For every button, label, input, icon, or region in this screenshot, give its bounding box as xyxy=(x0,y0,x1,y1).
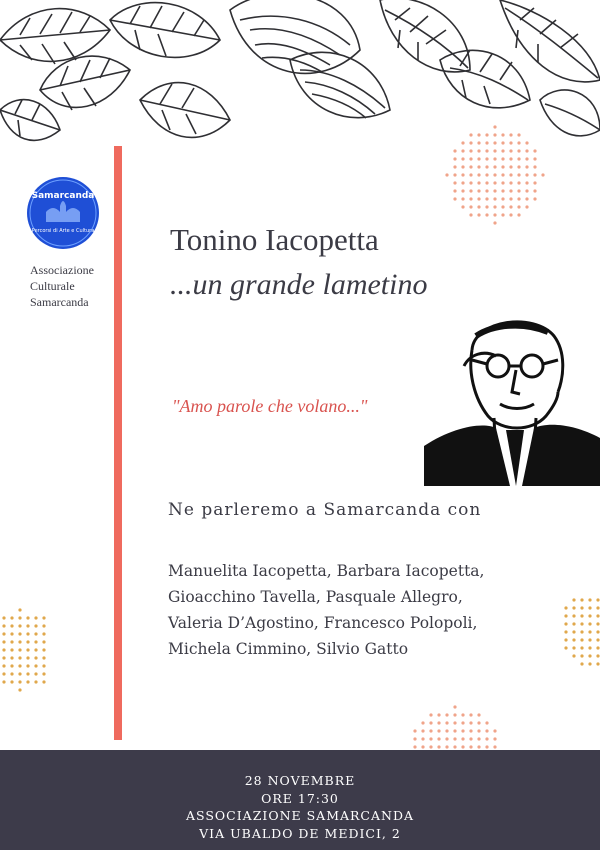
decor-dot xyxy=(572,638,575,641)
decor-dot xyxy=(10,664,13,667)
decor-dot xyxy=(477,133,480,136)
decor-dot xyxy=(517,189,520,192)
decor-dot xyxy=(580,614,583,617)
decor-dot xyxy=(469,213,472,216)
decor-dot xyxy=(493,141,496,144)
decor-dot xyxy=(10,680,13,683)
decor-dot xyxy=(34,664,37,667)
decor-dot xyxy=(26,656,29,659)
decor-dot xyxy=(42,632,45,635)
decor-dot xyxy=(469,141,472,144)
decor-dot xyxy=(525,181,528,184)
decor-dot xyxy=(564,630,567,633)
decor-dot xyxy=(493,165,496,168)
decor-dot xyxy=(477,713,480,716)
decor-dot xyxy=(485,157,488,160)
decor-dot xyxy=(485,189,488,192)
decor-dot xyxy=(533,173,536,176)
intro-line: Ne parleremo a Samarcanda con xyxy=(168,500,482,520)
decor-dot xyxy=(596,646,599,649)
decor-dot xyxy=(485,205,488,208)
decor-dot xyxy=(533,157,536,160)
decor-dot xyxy=(18,664,21,667)
decor-dot xyxy=(580,598,583,601)
decor-dot xyxy=(461,165,464,168)
samarcanda-logo-icon xyxy=(26,176,100,250)
decor-dot xyxy=(493,737,496,740)
decor-dot xyxy=(588,662,591,665)
decor-dot xyxy=(453,173,456,176)
decor-dot xyxy=(509,181,512,184)
decor-dot xyxy=(485,197,488,200)
decor-dot xyxy=(564,606,567,609)
decor-dot xyxy=(501,133,504,136)
decor-dot xyxy=(34,624,37,627)
decor-dot xyxy=(2,664,5,667)
decor-dot xyxy=(18,672,21,675)
decor-dot xyxy=(588,614,591,617)
decor-dot xyxy=(517,149,520,152)
decor-dot xyxy=(18,680,21,683)
decor-dot xyxy=(461,713,464,716)
decor-dot xyxy=(445,173,448,176)
guest-line: Gioacchino Tavella, Pasquale Allegro, xyxy=(168,588,463,606)
decor-dot xyxy=(493,205,496,208)
decor-dot xyxy=(413,729,416,732)
decor-dot xyxy=(469,149,472,152)
decor-dot xyxy=(445,721,448,724)
decor-dot xyxy=(26,632,29,635)
decor-dot xyxy=(453,737,456,740)
decor-dot xyxy=(572,598,575,601)
decor-dot xyxy=(477,181,480,184)
decor-dot xyxy=(26,616,29,619)
dot-circle-icon xyxy=(0,600,50,700)
decor-dot xyxy=(42,616,45,619)
decor-dot xyxy=(572,622,575,625)
decor-dot xyxy=(525,197,528,200)
decor-dot xyxy=(580,630,583,633)
decor-dot xyxy=(453,165,456,168)
decor-dot xyxy=(42,624,45,627)
decor-dot xyxy=(477,721,480,724)
decor-dot xyxy=(485,181,488,184)
footer-venue: ASSOCIAZIONE SAMARCANDA xyxy=(185,808,415,823)
decor-dot xyxy=(34,640,37,643)
decor-dot xyxy=(588,646,591,649)
decor-dot xyxy=(533,165,536,168)
decor-dot xyxy=(525,189,528,192)
guest-list xyxy=(168,558,484,662)
logo-tagline: Percorsi di Arte e Cultura xyxy=(31,228,95,234)
decor-dot xyxy=(18,616,21,619)
decor-dot xyxy=(525,157,528,160)
guest-line: Manuelita Iacopetta, Barbara Iacopetta, xyxy=(168,562,485,580)
decor-dot xyxy=(588,622,591,625)
decor-dot xyxy=(572,646,575,649)
decor-dot xyxy=(493,173,496,176)
association-line: Samarcanda xyxy=(30,295,89,309)
decor-dot xyxy=(26,680,29,683)
decor-dot xyxy=(493,221,496,224)
decor-dot xyxy=(42,664,45,667)
decor-dot xyxy=(18,688,21,691)
decor-dot xyxy=(493,125,496,128)
decor-dot xyxy=(596,654,599,657)
decor-dot xyxy=(572,614,575,617)
decor-dot xyxy=(10,648,13,651)
decor-dot xyxy=(26,648,29,651)
decor-dot xyxy=(580,654,583,657)
decor-dot xyxy=(453,721,456,724)
decor-dot xyxy=(588,638,591,641)
decor-dot xyxy=(485,213,488,216)
decor-dot xyxy=(580,662,583,665)
decor-dot xyxy=(517,205,520,208)
decor-dot xyxy=(572,630,575,633)
decor-dot xyxy=(477,141,480,144)
decor-dot xyxy=(461,189,464,192)
event-quote: "Amo parole che volano..." xyxy=(172,396,368,416)
decor-dot xyxy=(525,165,528,168)
decor-dot xyxy=(453,729,456,732)
decor-dot xyxy=(564,614,567,617)
decor-dot xyxy=(453,181,456,184)
footer-info xyxy=(0,772,600,842)
decor-dot xyxy=(477,165,480,168)
decor-dot xyxy=(429,737,432,740)
decor-dot xyxy=(437,745,440,748)
decor-dot xyxy=(421,745,424,748)
decor-dot xyxy=(485,133,488,136)
decor-dot xyxy=(588,654,591,657)
decor-dot xyxy=(18,608,21,611)
decor-dot xyxy=(469,737,472,740)
footer-address: VIA UBALDO DE MEDICI, 2 xyxy=(199,825,401,841)
decor-dot xyxy=(509,173,512,176)
decor-dot xyxy=(533,189,536,192)
decor-dot xyxy=(10,616,13,619)
decor-dot xyxy=(517,181,520,184)
decor-dot xyxy=(2,616,5,619)
decor-dot xyxy=(445,737,448,740)
decor-dot xyxy=(461,181,464,184)
decor-dot xyxy=(588,630,591,633)
decor-dot xyxy=(437,729,440,732)
decor-dot xyxy=(564,638,567,641)
guest-line: Michela Cimmino, Silvio Gatto xyxy=(168,640,409,658)
decor-dot xyxy=(2,656,5,659)
decor-dot xyxy=(469,205,472,208)
decor-dot xyxy=(509,189,512,192)
logo-name: Samarcanda xyxy=(31,191,95,201)
decor-dot xyxy=(501,197,504,200)
decor-dot xyxy=(493,149,496,152)
decor-dot xyxy=(580,646,583,649)
decor-dot xyxy=(541,173,544,176)
decor-dot xyxy=(461,737,464,740)
decor-dot xyxy=(596,606,599,609)
decor-dot xyxy=(509,197,512,200)
decor-dot xyxy=(469,721,472,724)
decor-dot xyxy=(421,737,424,740)
decor-dot xyxy=(2,624,5,627)
decor-dot xyxy=(533,149,536,152)
decor-dot xyxy=(509,205,512,208)
decor-dot xyxy=(509,213,512,216)
decor-dot xyxy=(461,173,464,176)
decor-dot xyxy=(469,745,472,748)
event-title: Tonino Iacopetta xyxy=(170,222,379,257)
decor-dot xyxy=(509,157,512,160)
decor-dot xyxy=(596,638,599,641)
decor-dot xyxy=(493,133,496,136)
decor-dot xyxy=(596,614,599,617)
decor-dot xyxy=(445,713,448,716)
decor-dot xyxy=(477,197,480,200)
decor-dot xyxy=(485,729,488,732)
decor-dot xyxy=(517,173,520,176)
decor-dot xyxy=(477,157,480,160)
decor-dot xyxy=(453,745,456,748)
decor-dot xyxy=(596,622,599,625)
decor-dot xyxy=(26,624,29,627)
accent-bar xyxy=(114,146,122,740)
decor-dot xyxy=(485,737,488,740)
decor-dot xyxy=(525,149,528,152)
decor-dot xyxy=(10,632,13,635)
decor-dot xyxy=(461,149,464,152)
decor-dot xyxy=(509,149,512,152)
decor-dot xyxy=(501,149,504,152)
decor-dot xyxy=(469,189,472,192)
decor-dot xyxy=(2,640,5,643)
decor-dot xyxy=(453,705,456,708)
decor-dot xyxy=(34,616,37,619)
decor-dot xyxy=(501,165,504,168)
decor-dot xyxy=(2,680,5,683)
portrait-sketch-icon xyxy=(424,306,600,486)
decor-dot xyxy=(501,189,504,192)
decor-dot xyxy=(10,624,13,627)
decor-dot xyxy=(501,141,504,144)
decor-dot xyxy=(18,640,21,643)
decor-dot xyxy=(2,632,5,635)
decor-dot xyxy=(429,745,432,748)
decor-dot xyxy=(469,173,472,176)
decor-dot xyxy=(10,672,13,675)
decor-dot xyxy=(525,141,528,144)
decor-dot xyxy=(493,181,496,184)
decor-dot xyxy=(572,654,575,657)
decor-dot xyxy=(26,640,29,643)
decor-dot xyxy=(485,745,488,748)
decor-dot xyxy=(429,721,432,724)
decor-dot xyxy=(572,606,575,609)
decor-dot xyxy=(34,672,37,675)
decor-dot xyxy=(477,149,480,152)
decor-dot xyxy=(34,680,37,683)
decor-dot xyxy=(580,622,583,625)
decor-dot xyxy=(453,149,456,152)
decor-dot xyxy=(26,672,29,675)
decor-dot xyxy=(533,197,536,200)
decor-dot xyxy=(493,157,496,160)
association-line: Associazione xyxy=(30,263,94,277)
decor-dot xyxy=(469,197,472,200)
decor-dot xyxy=(493,197,496,200)
decor-dot xyxy=(469,165,472,168)
decor-dot xyxy=(477,745,480,748)
decor-dot xyxy=(564,622,567,625)
decor-dot xyxy=(42,656,45,659)
decor-dot xyxy=(485,149,488,152)
decor-dot xyxy=(26,664,29,667)
decor-dot xyxy=(2,648,5,651)
decor-dot xyxy=(509,141,512,144)
decor-dot xyxy=(461,197,464,200)
decor-dot xyxy=(588,598,591,601)
decor-dot xyxy=(596,630,599,633)
decor-dot xyxy=(34,656,37,659)
decor-dot xyxy=(485,165,488,168)
footer-time: ORE 17:30 xyxy=(261,790,339,806)
decor-dot xyxy=(18,656,21,659)
decor-dot xyxy=(469,133,472,136)
decor-dot xyxy=(18,632,21,635)
decor-dot xyxy=(501,181,504,184)
decor-dot xyxy=(453,713,456,716)
decor-dot xyxy=(453,189,456,192)
decor-dot xyxy=(485,141,488,144)
decor-dot xyxy=(469,729,472,732)
decor-dot xyxy=(461,729,464,732)
decor-dot xyxy=(437,737,440,740)
decor-dot xyxy=(437,721,440,724)
decor-dot xyxy=(517,133,520,136)
decor-dot xyxy=(453,157,456,160)
decor-dot xyxy=(42,640,45,643)
decor-dot xyxy=(501,157,504,160)
decor-dot xyxy=(421,729,424,732)
decor-dot xyxy=(517,197,520,200)
decor-dot xyxy=(42,680,45,683)
decor-dot xyxy=(461,745,464,748)
decor-dot xyxy=(42,648,45,651)
decor-dot xyxy=(34,632,37,635)
decor-dot xyxy=(525,205,528,208)
decor-dot xyxy=(509,133,512,136)
decor-dot xyxy=(588,606,591,609)
decor-dot xyxy=(421,721,424,724)
decor-dot xyxy=(493,213,496,216)
decor-dot xyxy=(501,213,504,216)
decor-dot xyxy=(2,672,5,675)
decor-dot xyxy=(429,713,432,716)
guest-line: Valeria D’Agostino, Francesco Polopoli, xyxy=(168,614,478,632)
dot-circle-icon xyxy=(440,120,550,230)
decor-dot xyxy=(461,205,464,208)
decor-dot xyxy=(580,638,583,641)
association-line: Culturale xyxy=(30,279,75,293)
decor-dot xyxy=(477,189,480,192)
decor-dot xyxy=(477,737,480,740)
decor-dot xyxy=(493,745,496,748)
decor-dot xyxy=(34,648,37,651)
decor-dot xyxy=(517,157,520,160)
decor-dot xyxy=(469,157,472,160)
decor-dot xyxy=(564,646,567,649)
decor-dot xyxy=(493,729,496,732)
decor-dot xyxy=(42,672,45,675)
decor-dot xyxy=(517,165,520,168)
decor-dot xyxy=(580,606,583,609)
dot-circle-icon xyxy=(556,580,600,680)
decor-dot xyxy=(533,181,536,184)
decor-dot xyxy=(437,713,440,716)
event-subtitle: ...un grande lametino xyxy=(170,268,428,301)
decor-dot xyxy=(461,157,464,160)
decor-dot xyxy=(10,656,13,659)
footer-date: 28 NOVEMBRE xyxy=(244,773,356,788)
decor-dot xyxy=(596,598,599,601)
decor-dot xyxy=(501,173,504,176)
decor-dot xyxy=(485,721,488,724)
decor-dot xyxy=(517,213,520,216)
decor-dot xyxy=(461,721,464,724)
decor-dot xyxy=(469,181,472,184)
decor-dot xyxy=(445,745,448,748)
decor-dot xyxy=(429,729,432,732)
decor-dot xyxy=(413,737,416,740)
association-name xyxy=(30,262,110,310)
decor-dot xyxy=(10,640,13,643)
decor-dot xyxy=(477,173,480,176)
decor-dot xyxy=(461,141,464,144)
decor-dot xyxy=(477,729,480,732)
decor-dot xyxy=(501,205,504,208)
decor-dot xyxy=(18,648,21,651)
decor-dot xyxy=(509,165,512,168)
decor-dot xyxy=(477,213,480,216)
decor-dot xyxy=(493,189,496,192)
decor-dot xyxy=(413,745,416,748)
decor-dot xyxy=(18,624,21,627)
decor-dot xyxy=(596,662,599,665)
decor-dot xyxy=(469,713,472,716)
decor-dot xyxy=(453,197,456,200)
decor-dot xyxy=(485,173,488,176)
decor-dot xyxy=(445,729,448,732)
decor-dot xyxy=(477,205,480,208)
decor-dot xyxy=(517,141,520,144)
decor-dot xyxy=(525,173,528,176)
